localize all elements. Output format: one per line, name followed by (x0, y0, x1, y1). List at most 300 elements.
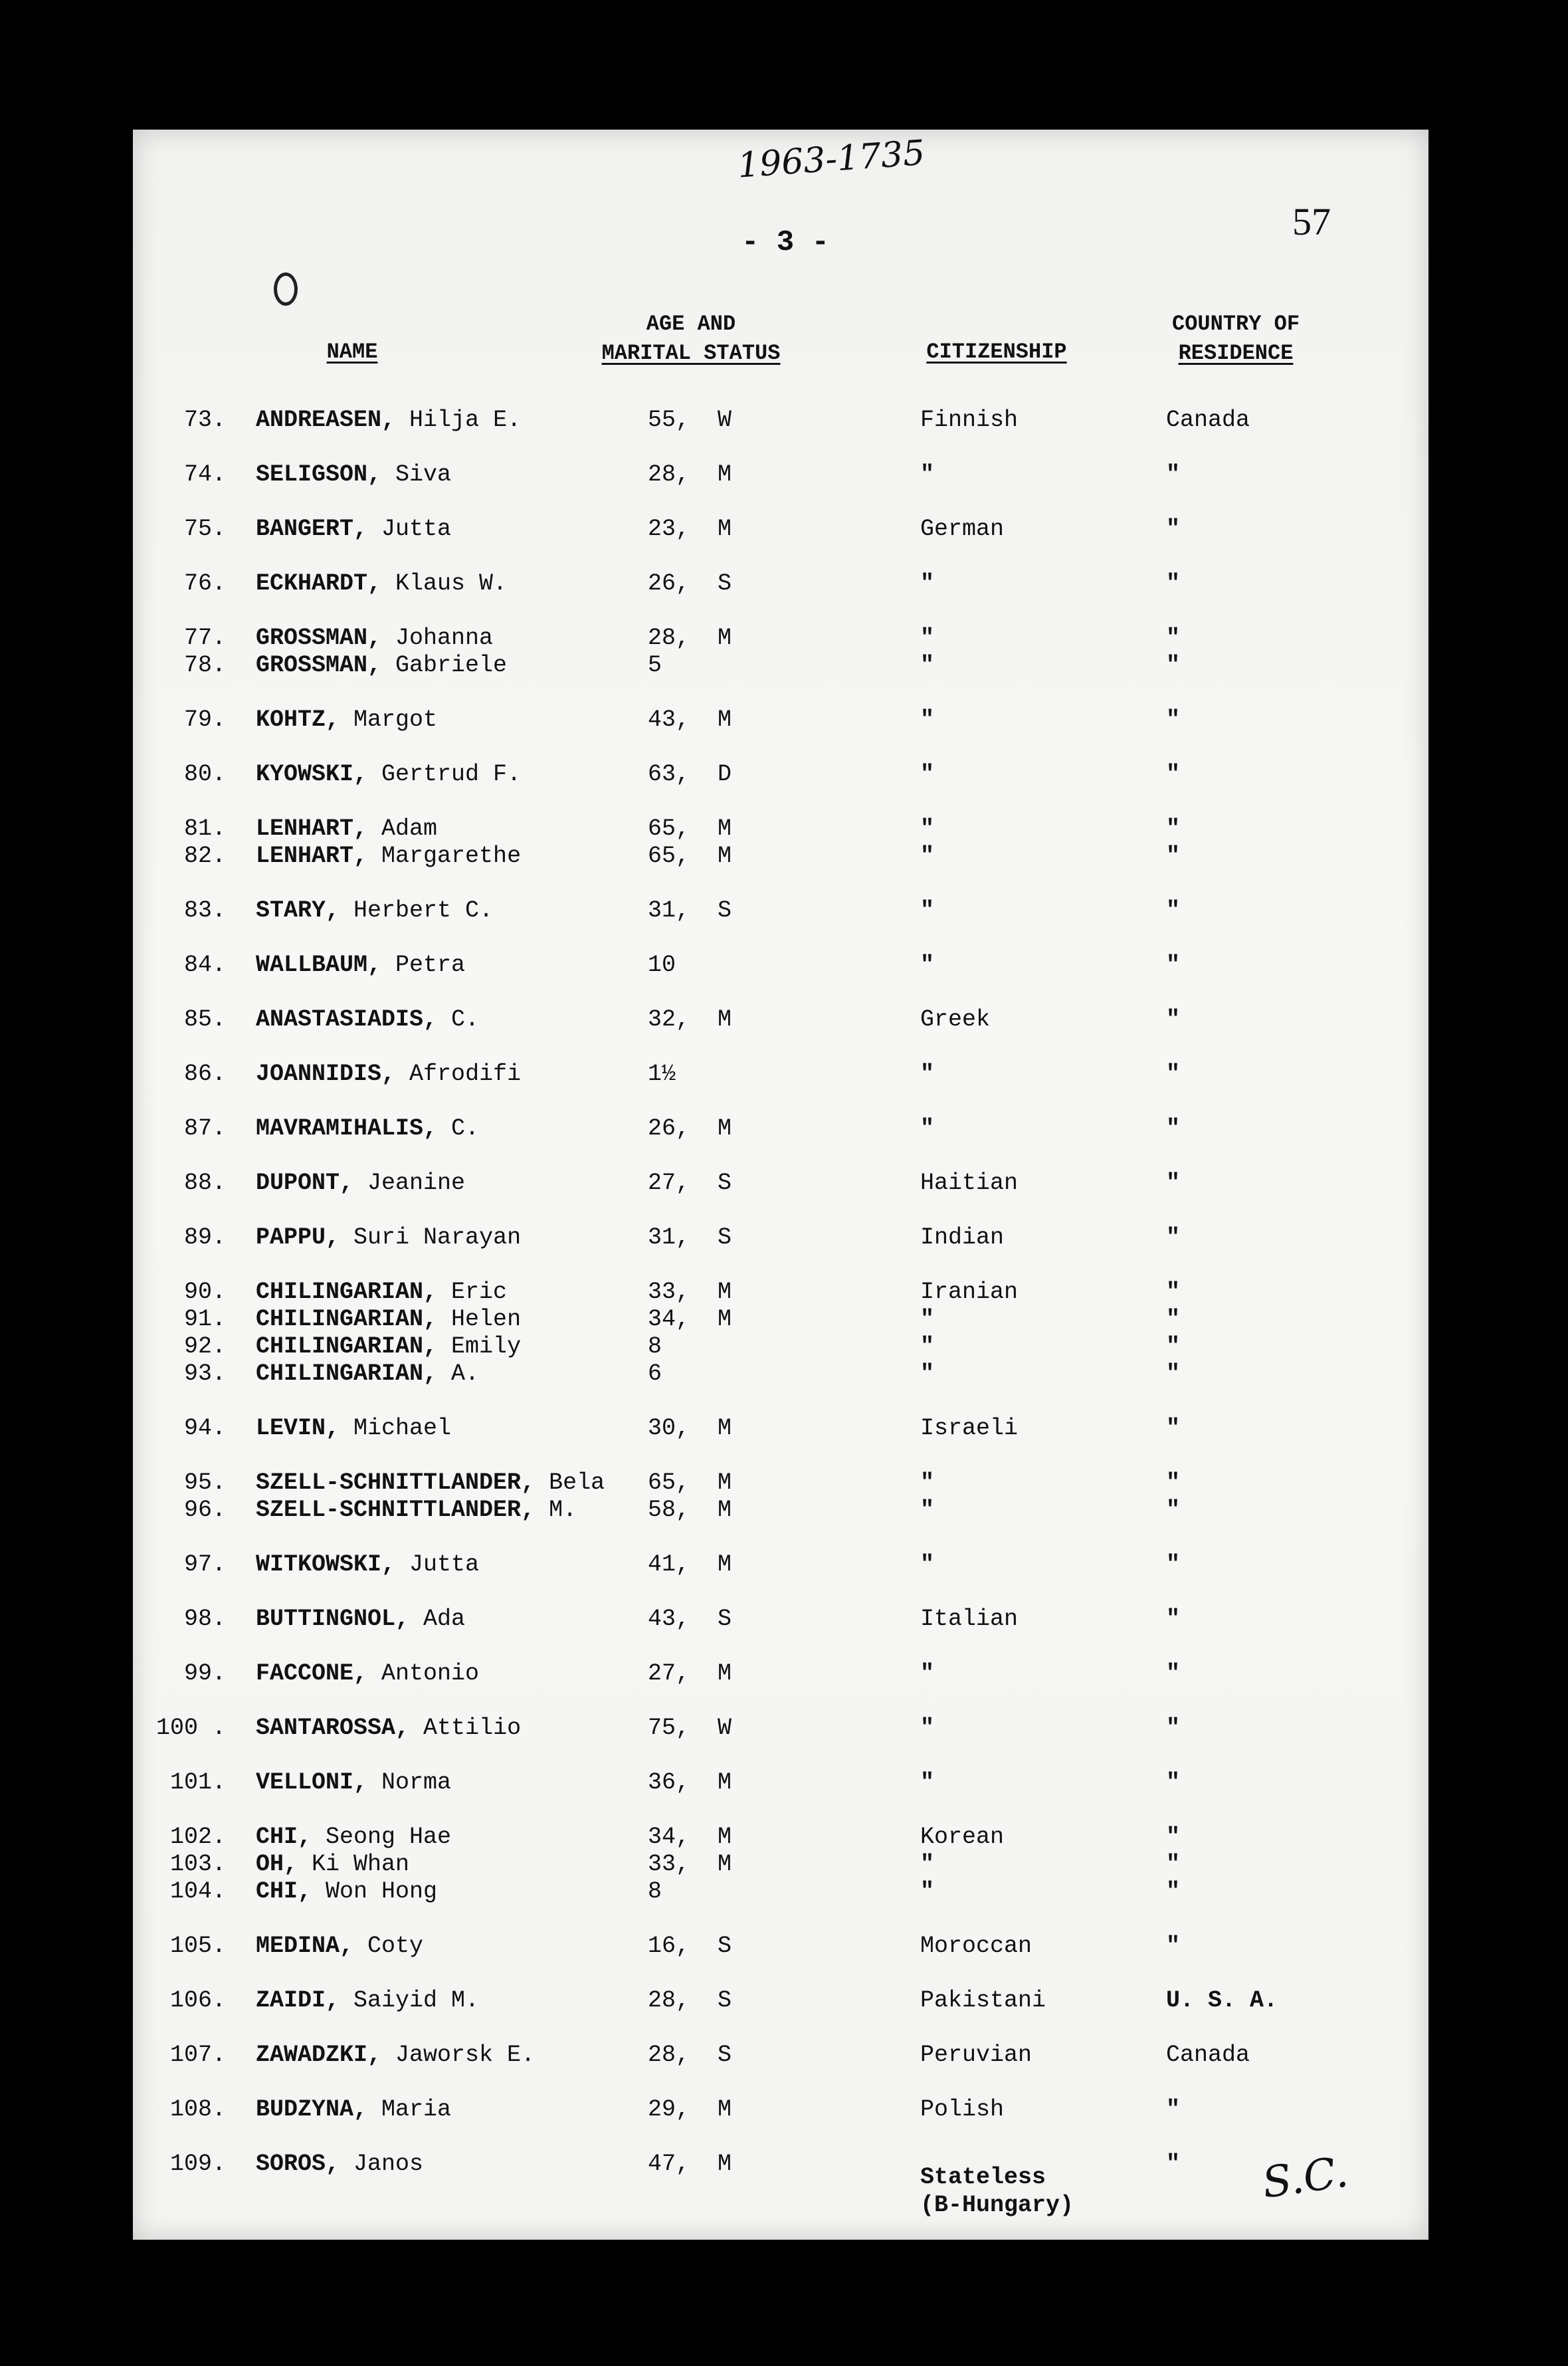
entry-age: 27, (648, 1170, 690, 1196)
given-name: Suri Narayan (340, 1224, 522, 1251)
entry-age: 43, (648, 1606, 690, 1632)
entry-marital-status: M (718, 1497, 732, 1523)
entry-citizenship: " (920, 1061, 935, 1087)
entry-number: 84. (183, 952, 226, 978)
surname: SELIGSON, (256, 461, 382, 488)
entry-name (256, 1360, 479, 1387)
given-name: Jeanine (353, 1170, 466, 1196)
given-name: Hilja E. (395, 407, 522, 433)
entry-number: 106. (169, 1987, 226, 2014)
entry-residence: " (1166, 1006, 1181, 1033)
entry-residence: " (1166, 1306, 1181, 1333)
surname: ZAWADZKI, (256, 2042, 382, 2068)
entry-age: 28, (648, 2042, 690, 2068)
given-name: C. (437, 1006, 480, 1033)
entry-name (256, 1415, 451, 1442)
surname: KOHTZ, (256, 706, 340, 733)
entry-citizenship: " (920, 1306, 935, 1333)
entry-marital-status: M (718, 1115, 732, 1142)
entry-age: 33, (648, 1851, 690, 1878)
entry-residence: " (1166, 815, 1181, 842)
entry-name (256, 516, 451, 542)
entry-citizenship: " (920, 1715, 935, 1741)
entry-citizenship-note: (B-Hungary) (920, 2192, 1074, 2218)
entry-marital-status: M (718, 815, 732, 842)
entry-number: 95. (183, 1469, 226, 1496)
entry-number: 103. (169, 1851, 226, 1878)
entry-marital-status: M (718, 706, 732, 733)
entry-age: 8 (648, 1333, 662, 1360)
entry-number: 76. (183, 570, 226, 597)
entry-number: 73. (183, 407, 226, 433)
entry-age: 31, (648, 1224, 690, 1251)
entry-number: 79. (183, 706, 226, 733)
entry-name (256, 1497, 577, 1523)
entry-residence: Canada (1166, 407, 1250, 433)
given-name: Herbert C. (340, 897, 494, 924)
entry-age: 23, (648, 516, 690, 542)
entry-citizenship: " (920, 897, 935, 924)
entry-age: 6 (648, 1360, 662, 1387)
entry-number: 74. (183, 461, 226, 488)
given-name: Petra (381, 952, 466, 978)
entry-residence: " (1166, 1551, 1181, 1578)
entry-marital-status: W (718, 407, 732, 433)
given-name: Margarethe (367, 843, 522, 869)
given-name: C. (437, 1115, 480, 1142)
entry-marital-status: M (718, 843, 732, 869)
entry-residence: " (1166, 1333, 1181, 1360)
entry-number: 109. (169, 2151, 226, 2177)
entry-citizenship: " (920, 625, 935, 651)
entry-residence: " (1166, 2151, 1181, 2177)
entry-marital-status: M (718, 1279, 732, 1305)
given-name: Norma (367, 1769, 452, 1796)
entry-age: 10 (648, 952, 676, 978)
surname: ANASTASIADIS, (256, 1006, 438, 1033)
entry-name (256, 1878, 437, 1905)
entry-marital-status: S (718, 570, 732, 597)
entry-marital-status: M (718, 1006, 732, 1033)
entry-name (256, 952, 465, 978)
entry-name (256, 1987, 479, 2014)
header-residence (1159, 310, 1312, 368)
entry-name (256, 2096, 451, 2123)
entry-citizenship: " (920, 1497, 935, 1523)
handwritten-serial: 1963-1735 (736, 133, 926, 186)
entry-marital-status: M (718, 1551, 732, 1578)
given-name: Afrodifi (395, 1061, 522, 1087)
surname: CHILINGARIAN, (256, 1306, 438, 1333)
page-number: 57 (1292, 200, 1331, 243)
entry-marital-status: M (718, 461, 732, 488)
entry-marital-status: M (718, 2096, 732, 2123)
entry-citizenship: " (920, 761, 935, 788)
entry-age: 16, (648, 1933, 690, 1959)
entry-citizenship: Israeli (920, 1415, 1019, 1442)
entry-citizenship: Korean (920, 1824, 1005, 1850)
entry-residence: " (1166, 1061, 1181, 1087)
entry-number: 80. (183, 761, 226, 788)
entry-age: 5 (648, 652, 662, 679)
entry-age: 26, (648, 1115, 690, 1142)
entry-number: 102. (169, 1824, 226, 1850)
entry-citizenship: Pakistani (920, 1987, 1046, 2014)
entry-citizenship: German (920, 516, 1005, 542)
entry-name (256, 897, 493, 924)
entry-residence: " (1166, 625, 1181, 651)
entry-citizenship: " (920, 652, 935, 679)
entry-citizenship: " (920, 1878, 935, 1905)
entry-residence: " (1166, 1224, 1181, 1251)
surname: FACCONE, (256, 1660, 368, 1687)
entry-marital-status: S (718, 1224, 732, 1251)
entry-citizenship: Indian (920, 1224, 1005, 1251)
entry-residence: " (1166, 652, 1181, 679)
entry-marital-status: S (718, 897, 732, 924)
entry-age: 41, (648, 1551, 690, 1578)
entry-citizenship: Peruvian (920, 2042, 1032, 2068)
given-name: Jutta (395, 1551, 480, 1578)
header-residence-line1: COUNTRY OF (1171, 312, 1300, 336)
surname: ECKHARDT, (256, 570, 382, 597)
surname: CHI, (256, 1878, 312, 1905)
surname: CHILINGARIAN, (256, 1333, 438, 1360)
entry-citizenship: " (920, 570, 935, 597)
given-name: Johanna (381, 625, 494, 651)
entry-citizenship: Haitian (920, 1170, 1019, 1196)
surname: BANGERT, (256, 516, 368, 542)
handwritten-initials: S.C. (1259, 2147, 1351, 2208)
entry-number: 87. (183, 1115, 226, 1142)
given-name: Janos (340, 2151, 424, 2177)
surname: LENHART, (256, 843, 368, 869)
entry-citizenship: " (920, 1360, 935, 1387)
entry-age: 34, (648, 1306, 690, 1333)
entry-citizenship: " (920, 1769, 935, 1796)
entry-age: 28, (648, 625, 690, 651)
given-name: Jutta (367, 516, 452, 542)
surname: ANDREASEN, (256, 407, 396, 433)
page-marker: - 3 - (741, 226, 830, 259)
given-name: Eric (437, 1279, 508, 1305)
entry-residence: " (1166, 1360, 1181, 1387)
entry-number: 88. (183, 1170, 226, 1196)
entry-residence: " (1166, 1851, 1181, 1878)
entry-age: 43, (648, 706, 690, 733)
entry-residence: " (1166, 1415, 1181, 1442)
entry-residence: " (1166, 1824, 1181, 1850)
given-name: Ki Whan (298, 1851, 410, 1878)
entry-number: 98. (183, 1606, 226, 1632)
entry-marital-status: M (718, 1469, 732, 1496)
entry-age: 29, (648, 2096, 690, 2123)
entry-number: 94. (183, 1415, 226, 1442)
entry-number: 82. (183, 843, 226, 869)
entry-age: 63, (648, 761, 690, 788)
entry-age: 58, (648, 1497, 690, 1523)
given-name: M. (535, 1497, 577, 1523)
given-name: Emily (437, 1333, 522, 1360)
entry-number: 93. (183, 1360, 226, 1387)
entry-age: 1½ (648, 1061, 676, 1087)
surname: PAPPU, (256, 1224, 340, 1251)
entry-marital-status: M (718, 1769, 732, 1796)
entry-marital-status: M (718, 1415, 732, 1442)
entry-marital-status: W (718, 1715, 732, 1741)
entry-name (256, 625, 493, 651)
header-age-line2: MARITAL STATUS (601, 341, 781, 366)
entry-citizenship: Moroccan (920, 1933, 1032, 1959)
entry-number: 83. (183, 897, 226, 924)
entry-citizenship: " (920, 815, 935, 842)
entry-residence: " (1166, 1497, 1181, 1523)
entry-age: 28, (648, 461, 690, 488)
surname: CHILINGARIAN, (256, 1279, 438, 1305)
entry-name (256, 1279, 507, 1305)
given-name: Bela (535, 1469, 605, 1496)
entry-age: 75, (648, 1715, 690, 1741)
entry-name (256, 761, 521, 788)
entry-marital-status: M (718, 516, 732, 542)
entry-age: 55, (648, 407, 690, 433)
entry-name (256, 1170, 465, 1196)
entry-residence: " (1166, 1878, 1181, 1905)
given-name: Gabriele (381, 652, 508, 679)
entry-marital-status: S (718, 2042, 732, 2068)
entry-name (256, 1306, 521, 1333)
entry-citizenship: Polish (920, 2096, 1005, 2123)
entry-number: 100 . (155, 1715, 226, 1741)
given-name: Helen (437, 1306, 522, 1333)
entry-residence: " (1166, 1606, 1181, 1632)
header-residence-line2: RESIDENCE (1178, 341, 1294, 366)
entry-citizenship: Italian (920, 1606, 1019, 1632)
surname: SZELL-SCHNITTLANDER, (256, 1469, 536, 1496)
entry-name (256, 1115, 479, 1142)
entry-name (256, 1606, 465, 1632)
entry-marital-status: M (718, 1851, 732, 1878)
entry-name (256, 2042, 535, 2068)
entry-citizenship: " (920, 706, 935, 733)
entry-number: 86. (183, 1061, 226, 1087)
entry-marital-status: S (718, 1170, 732, 1196)
entry-citizenship: Stateless (920, 2164, 1046, 2191)
given-name: Antonio (367, 1660, 480, 1687)
entry-name (256, 1469, 605, 1496)
entry-name (256, 1715, 521, 1741)
entry-citizenship: Finnish (920, 407, 1019, 433)
given-name: Siva (381, 461, 452, 488)
entry-name (256, 2151, 423, 2177)
entry-age: 26, (648, 570, 690, 597)
surname: CHILINGARIAN, (256, 1360, 438, 1387)
entry-citizenship: " (920, 1660, 935, 1687)
surname: GROSSMAN, (256, 625, 382, 651)
entry-citizenship: " (920, 461, 935, 488)
given-name: Won Hong (312, 1878, 438, 1905)
entry-number: 91. (183, 1306, 226, 1333)
entry-age: 31, (648, 897, 690, 924)
entry-citizenship: " (920, 952, 935, 978)
entry-name (256, 1660, 479, 1687)
entry-marital-status: S (718, 1987, 732, 2014)
given-name: Michael (340, 1415, 452, 1442)
surname: WALLBAUM, (256, 952, 382, 978)
entry-name (256, 1006, 479, 1033)
surname: CHI, (256, 1824, 312, 1850)
entry-residence: " (1166, 1469, 1181, 1496)
entry-number: 104. (169, 1878, 226, 1905)
entry-age: 30, (648, 1415, 690, 1442)
surname: MAVRAMIHALIS, (256, 1115, 438, 1142)
entry-age: 36, (648, 1769, 690, 1796)
entry-marital-status: M (718, 2151, 732, 2177)
entry-name (256, 1333, 521, 1360)
entry-marital-status: S (718, 1933, 732, 1959)
entry-name (256, 407, 521, 433)
entry-residence: U. S. A. (1166, 1987, 1278, 2014)
entry-citizenship: " (920, 1551, 935, 1578)
punch-hole (274, 272, 298, 306)
entry-number: 99. (183, 1660, 226, 1687)
given-name: Jaworsk E. (381, 2042, 536, 2068)
entry-number: 77. (183, 625, 226, 651)
entry-number: 90. (183, 1279, 226, 1305)
entry-age: 65, (648, 843, 690, 869)
entry-age: 65, (648, 1469, 690, 1496)
surname: BUDZYNA, (256, 2096, 368, 2123)
entry-residence: " (1166, 1660, 1181, 1687)
surname: STARY, (256, 897, 340, 924)
entry-age: 27, (648, 1660, 690, 1687)
entry-number: 107. (169, 2042, 226, 2068)
entry-name (256, 1851, 409, 1878)
entry-name (256, 652, 507, 679)
surname: SANTAROSSA, (256, 1715, 410, 1741)
entry-age: 47, (648, 2151, 690, 2177)
surname: SOROS, (256, 2151, 340, 2177)
given-name: Adam (367, 815, 438, 842)
entry-residence: " (1166, 1170, 1181, 1196)
entry-number: 89. (183, 1224, 226, 1251)
entry-age: 33, (648, 1279, 690, 1305)
surname: ZAIDI, (256, 1987, 340, 2014)
surname: JOANNIDIS, (256, 1061, 396, 1087)
entry-citizenship: Greek (920, 1006, 991, 1033)
entry-number: 101. (169, 1769, 226, 1796)
entry-number: 78. (183, 652, 226, 679)
header-age-line1: AGE AND (646, 312, 736, 336)
given-name: A. (437, 1360, 480, 1387)
entry-residence: " (1166, 897, 1181, 924)
entry-citizenship: " (920, 1115, 935, 1142)
entry-citizenship: " (920, 843, 935, 869)
given-name: Seong Hae (312, 1824, 452, 1850)
entry-number: 75. (183, 516, 226, 542)
entry-number: 92. (183, 1333, 226, 1360)
entry-residence: " (1166, 570, 1181, 597)
entry-marital-status: M (718, 1306, 732, 1333)
surname: KYOWSKI, (256, 761, 368, 788)
entry-name (256, 461, 451, 488)
given-name: Coty (353, 1933, 424, 1959)
entry-number: 108. (169, 2096, 226, 2123)
surname: LEVIN, (256, 1415, 340, 1442)
surname: SZELL-SCHNITTLANDER, (256, 1497, 536, 1523)
entry-name (256, 1061, 521, 1087)
entry-citizenship: " (920, 1851, 935, 1878)
header-citizenship: CITIZENSHIP (926, 340, 1067, 364)
entry-marital-status: M (718, 1660, 732, 1687)
entry-name (256, 570, 507, 597)
given-name: Margot (340, 706, 438, 733)
entry-name (256, 1933, 423, 1959)
entry-name (256, 843, 521, 869)
entry-residence: " (1166, 1715, 1181, 1741)
entry-name (256, 1769, 451, 1796)
entry-number: 97. (183, 1551, 226, 1578)
entry-residence: " (1166, 516, 1181, 542)
entry-marital-status: D (718, 761, 732, 788)
entry-number: 105. (169, 1933, 226, 1959)
entry-number: 85. (183, 1006, 226, 1033)
given-name: Maria (367, 2096, 452, 2123)
entry-residence: " (1166, 1115, 1181, 1142)
entry-residence: " (1166, 1933, 1181, 1959)
entry-residence: " (1166, 952, 1181, 978)
surname: VELLONI, (256, 1769, 368, 1796)
header-name: NAME (326, 340, 378, 364)
entry-name (256, 1224, 521, 1251)
entry-citizenship: " (920, 1333, 935, 1360)
entry-age: 28, (648, 1987, 690, 2014)
entry-residence: " (1166, 1279, 1181, 1305)
entry-number: 81. (183, 815, 226, 842)
entry-age: 8 (648, 1878, 662, 1905)
entry-name (256, 815, 437, 842)
entry-number: 96. (183, 1497, 226, 1523)
surname: GROSSMAN, (256, 652, 382, 679)
entry-residence: " (1166, 461, 1181, 488)
entry-residence: " (1166, 706, 1181, 733)
header-age-marital (581, 310, 801, 368)
given-name: Attilio (409, 1715, 522, 1741)
entry-residence: " (1166, 2096, 1181, 2123)
entry-residence: " (1166, 1769, 1181, 1796)
surname: WITKOWSKI, (256, 1551, 396, 1578)
entry-citizenship: " (920, 1469, 935, 1496)
entry-name (256, 1824, 451, 1850)
surname: OH, (256, 1851, 298, 1878)
entry-citizenship: Iranian (920, 1279, 1019, 1305)
surname: BUTTINGNOL, (256, 1606, 410, 1632)
surname: LENHART, (256, 815, 368, 842)
given-name: Ada (409, 1606, 466, 1632)
entry-name (256, 1551, 479, 1578)
surname: DUPONT, (256, 1170, 354, 1196)
entry-residence: Canada (1166, 2042, 1250, 2068)
entry-age: 65, (648, 815, 690, 842)
entry-age: 34, (648, 1824, 690, 1850)
entry-residence: " (1166, 843, 1181, 869)
surname: MEDINA, (256, 1933, 354, 1959)
entry-marital-status: M (718, 1824, 732, 1850)
entry-marital-status: S (718, 1606, 732, 1632)
given-name: Klaus W. (381, 570, 508, 597)
entry-marital-status: M (718, 625, 732, 651)
entry-residence: " (1166, 761, 1181, 788)
